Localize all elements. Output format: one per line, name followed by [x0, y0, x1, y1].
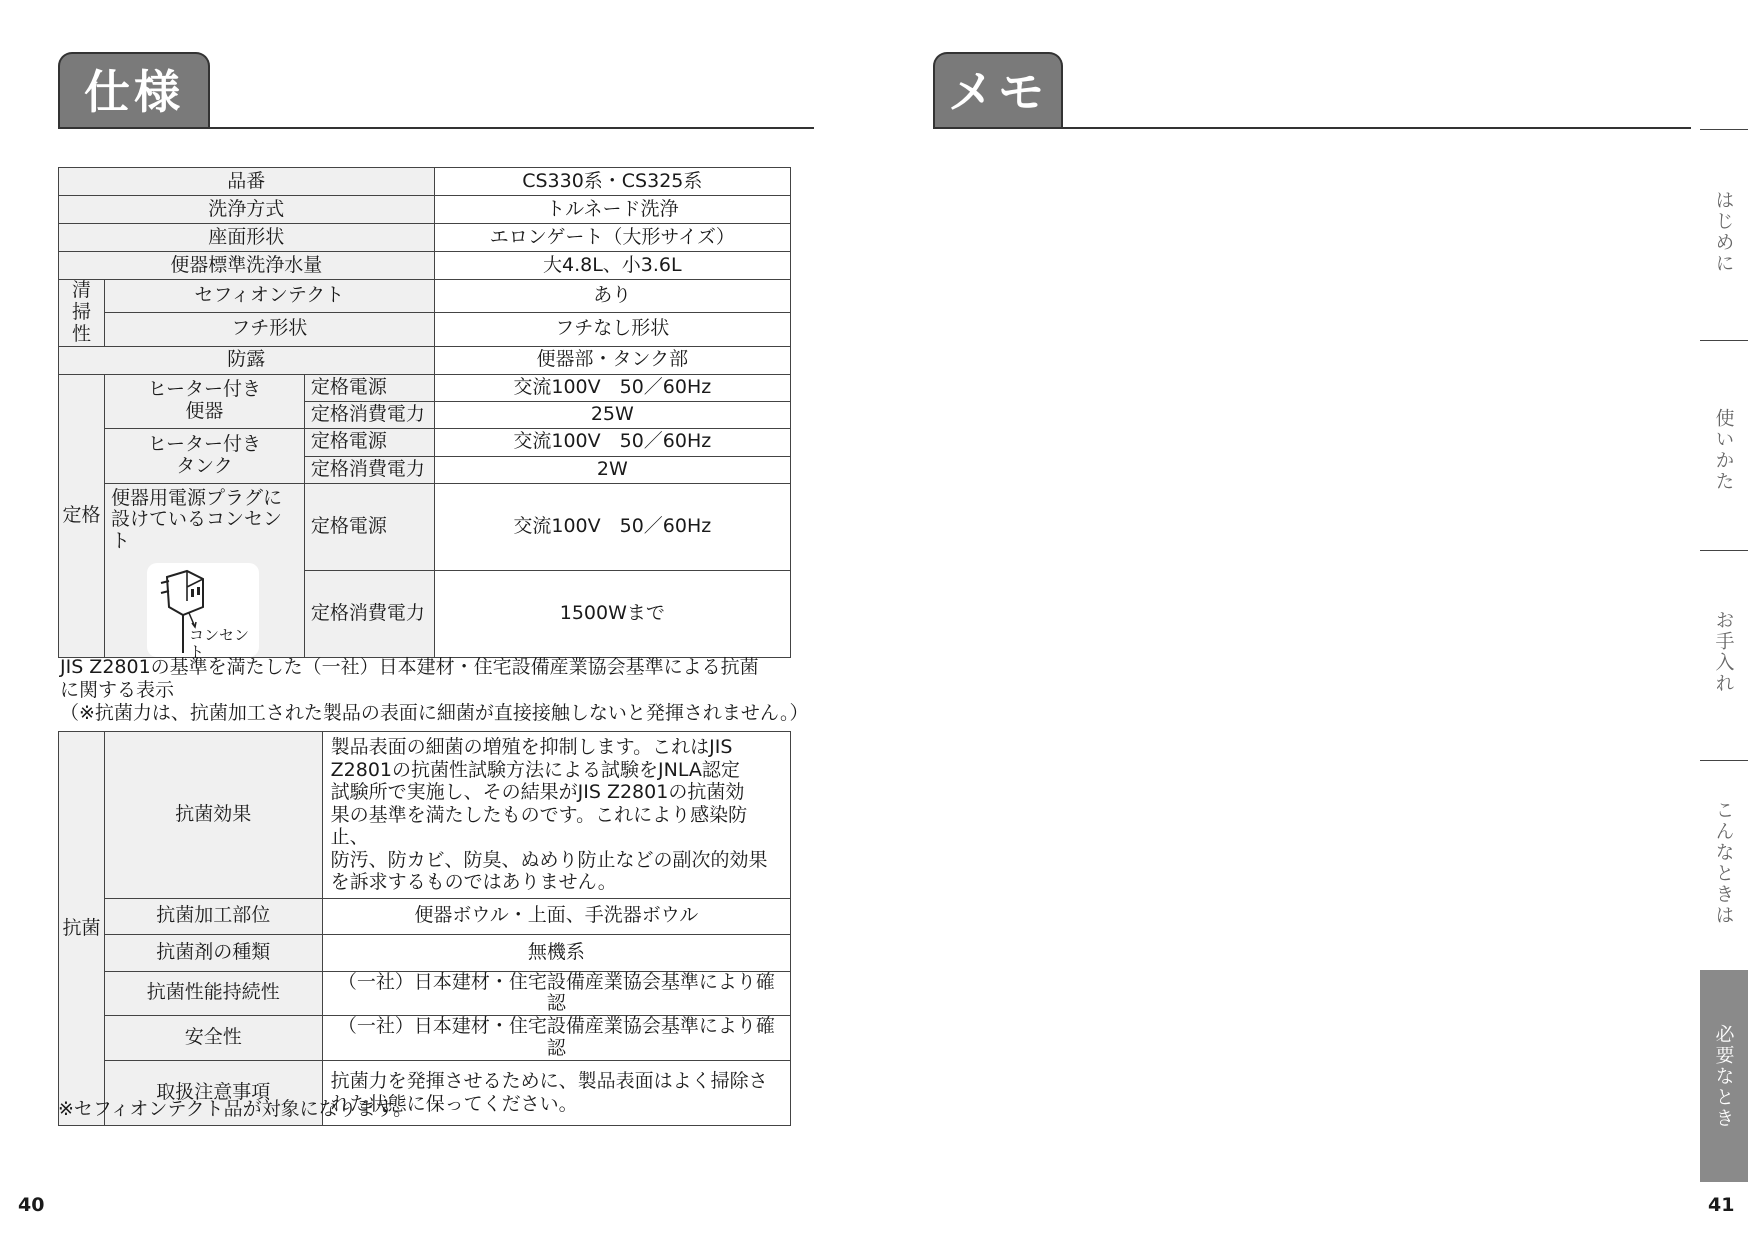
- spec-value: あり: [434, 280, 790, 313]
- anti-label: 抗菌効果: [104, 732, 322, 899]
- memo-title-tab: [933, 52, 1063, 128]
- spec-sublabel: 定格電源: [304, 428, 434, 456]
- spec-group-label: 定格: [59, 374, 105, 658]
- page-number-left: 40: [18, 1194, 45, 1216]
- effect-line: 果の基準を満たしたものです。これにより感染防止、: [330, 803, 748, 848]
- outlet-illustration: [147, 563, 259, 662]
- title-underline: [58, 127, 814, 129]
- anti-label: 取扱注意事項: [104, 1060, 322, 1125]
- spec-label: 洗浄方式: [59, 196, 435, 224]
- outlet-caption: コンセント: [188, 626, 249, 662]
- spec-sublabel: 定格消費電力: [304, 401, 434, 428]
- spec-label: 座面形状: [59, 224, 435, 252]
- spec-value: 交流100V 50／60Hz: [434, 483, 790, 570]
- anti-value: （一社）日本建材・住宅設備産業協会基準により確認: [322, 1016, 790, 1061]
- anti-label: 抗菌加工部位: [104, 898, 322, 934]
- spec-value: CS330系・CS325系: [434, 168, 790, 196]
- anti-value: 便器ボウル・上面、手洗器ボウル: [322, 898, 790, 934]
- effect-line: Z2801の抗菌性試験方法による試験をJNLA認定: [330, 758, 740, 781]
- side-tab-label: お手入れ: [1712, 610, 1735, 694]
- side-tab-label: はじめに: [1712, 190, 1735, 274]
- memo-title: メモ: [948, 65, 1048, 119]
- effect-line: 試験所で実施し、その結果がJIS Z2801の抗菌効: [330, 781, 745, 803]
- heater-bowl-label: [104, 374, 304, 428]
- anti-value: 無機系: [322, 934, 790, 971]
- effect-line: 製品表面の細菌の増殖を抑制します。これはJIS: [330, 736, 733, 758]
- side-tab-label: 必要なとき: [1712, 1024, 1735, 1129]
- handling-line: 抗菌力を発揮させるために、製品表面はよく掃除さ: [330, 1070, 768, 1093]
- side-tab-usage[interactable]: [1700, 340, 1748, 550]
- spec-label: フチ形状: [104, 313, 434, 346]
- antibacterial-table: [58, 731, 791, 1126]
- outlet-label: [104, 483, 304, 662]
- side-tab-label: 使いかた: [1712, 408, 1735, 492]
- spec-value: 2W: [434, 456, 790, 483]
- side-tab-care[interactable]: [1700, 550, 1748, 760]
- jis-line: JIS Z2801の基準を満たした（一社）日本建材・住宅設備産業協会基準による抗菌: [60, 656, 759, 678]
- page-title: 仕様: [84, 65, 184, 119]
- spec-value: 便器部・タンク部: [434, 346, 790, 374]
- anti-group-label: 抗菌: [59, 732, 105, 1126]
- memo-title-underline: [933, 127, 1691, 129]
- effect-line: を訴求するものではありません。: [330, 871, 617, 893]
- spec-sublabel: 定格電源: [304, 483, 434, 570]
- spec-value: 1500Wまで: [434, 570, 790, 657]
- spec-value: 大4.8L、小3.6L: [434, 252, 790, 280]
- spec-sublabel: 定格消費電力: [304, 456, 434, 483]
- heater-bowl-label-line: ヒーター付き: [147, 378, 262, 401]
- anti-label: 抗菌剤の種類: [104, 934, 322, 971]
- spec-sublabel: 定格消費電力: [304, 570, 434, 657]
- spec-value: エロンゲート（大形サイズ）: [434, 224, 790, 252]
- spec-label: セフィオンテクト: [104, 280, 434, 313]
- side-tab-intro[interactable]: [1700, 140, 1748, 340]
- spec-value: 25W: [434, 401, 790, 428]
- spec-value: 交流100V 50／60Hz: [434, 428, 790, 456]
- jis-note: （※抗菌力は、抗菌加工された製品の表面に細菌が直接接触しないと発揮されません。）: [60, 702, 809, 724]
- anti-label: 安全性: [104, 1016, 322, 1061]
- outlet-label-line: 設けているコンセント: [110, 508, 282, 553]
- spec-sublabel: 定格電源: [304, 374, 434, 401]
- page-title-tab: [58, 52, 210, 128]
- anti-label: 抗菌性能持続性: [104, 971, 322, 1016]
- footnote: ※セフィオンテクト品が対象になります。: [58, 1098, 413, 1120]
- heater-bowl-label-line: 便器: [185, 400, 224, 423]
- side-tab-troubleshoot[interactable]: [1700, 760, 1748, 970]
- anti-value: （一社）日本建材・住宅設備産業協会基準により確認: [322, 971, 790, 1016]
- spec-label: 防露: [59, 346, 435, 374]
- spec-label: 品番: [59, 168, 435, 196]
- side-separator: [1700, 129, 1748, 130]
- effect-line: 防汚、防カビ、防臭、ぬめり防止などの副次的効果: [330, 848, 768, 871]
- heater-tank-label-line: タンク: [176, 454, 233, 477]
- jis-description: [60, 656, 809, 725]
- spec-group-label: 清掃性: [59, 280, 105, 347]
- outlet-label-line: 便器用電源プラグに: [110, 486, 282, 509]
- side-tab-when-needed[interactable]: [1700, 970, 1748, 1182]
- anti-effect-text: [322, 732, 790, 899]
- jis-line: に関する表示: [60, 679, 175, 701]
- spec-value: 交流100V 50／60Hz: [434, 374, 790, 401]
- spec-label: 便器標準洗浄水量: [59, 252, 435, 280]
- heater-tank-label-line: ヒーター付き: [147, 432, 262, 455]
- heater-tank-label: [104, 428, 304, 483]
- spec-table: [58, 167, 791, 662]
- spec-value: トルネード洗浄: [434, 196, 790, 224]
- page-number-right: 41: [1708, 1194, 1735, 1216]
- side-tab-label: こんなときは: [1712, 800, 1735, 926]
- handling-line: れた状態に保ってください。: [330, 1092, 578, 1115]
- spec-value: フチなし形状: [434, 313, 790, 346]
